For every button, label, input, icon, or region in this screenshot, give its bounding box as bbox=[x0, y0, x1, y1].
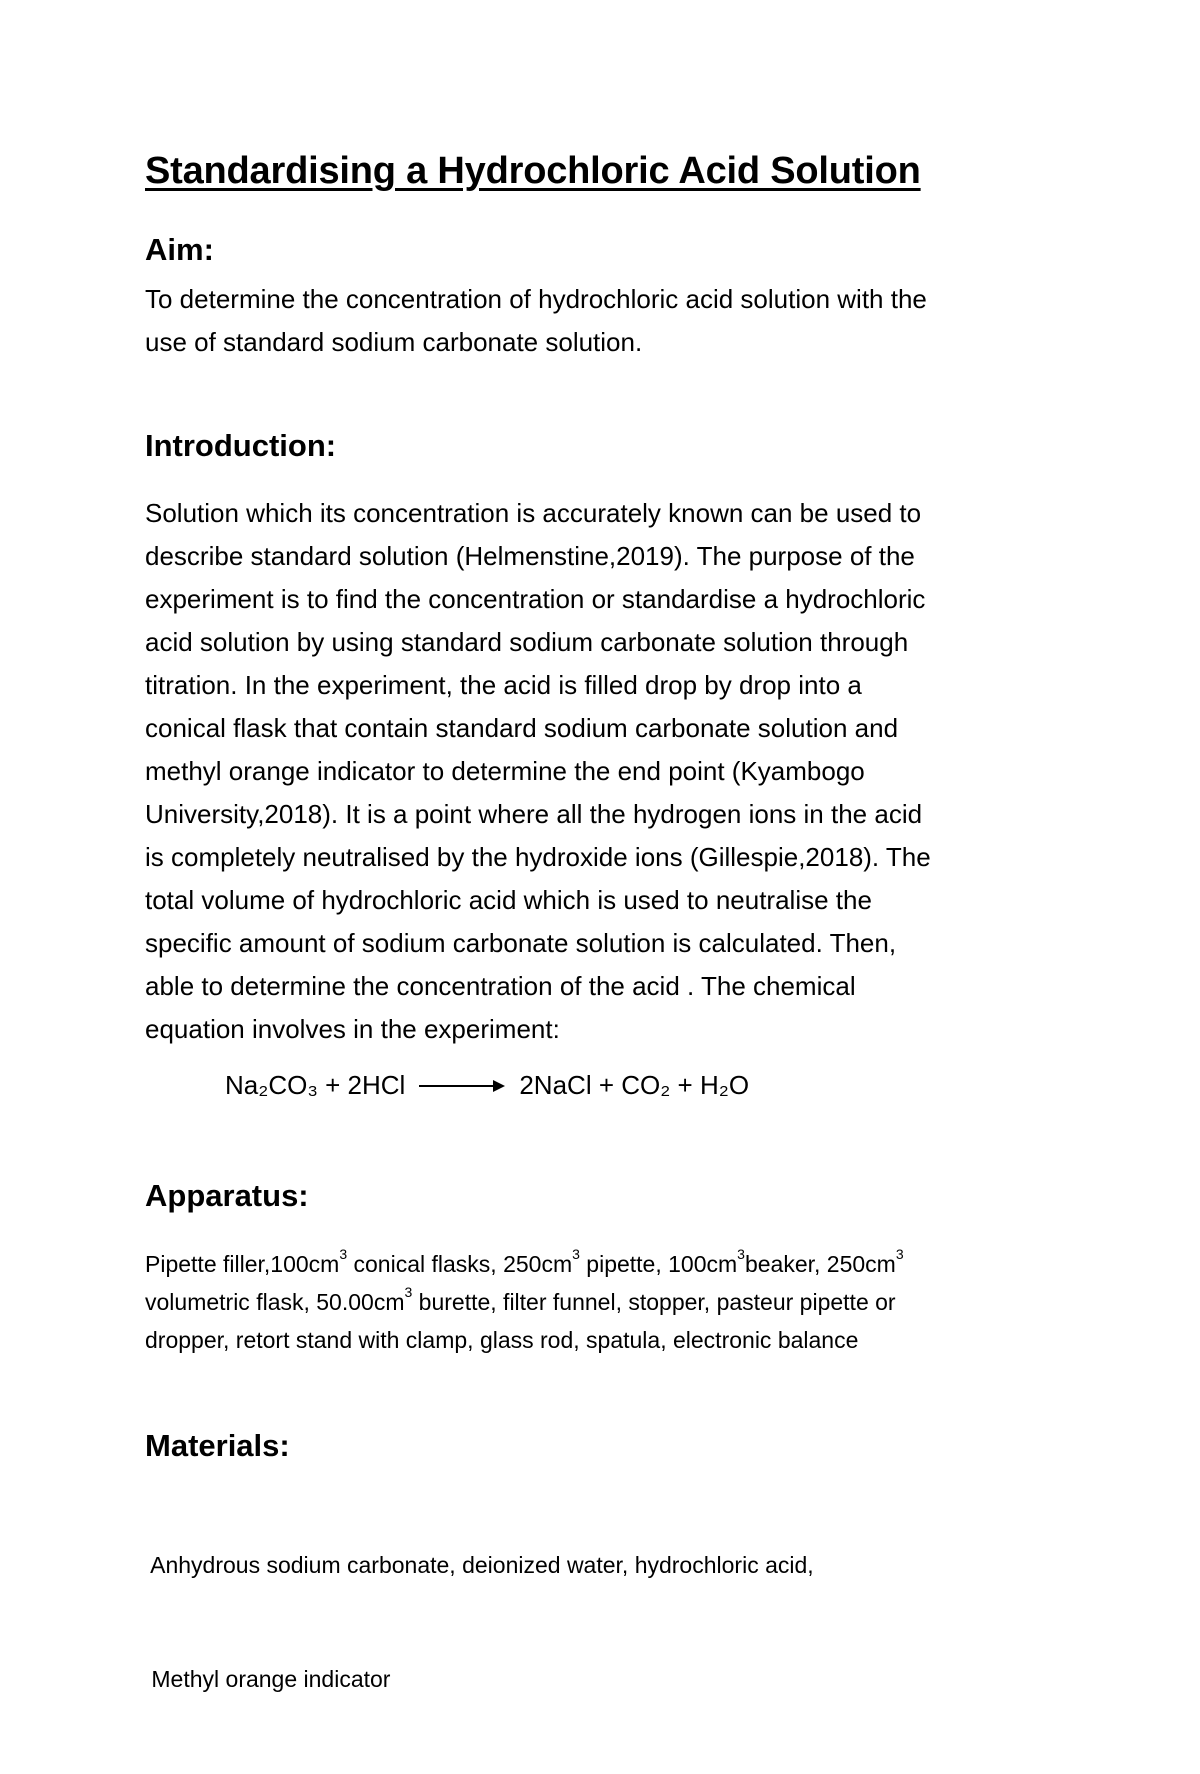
reaction-arrow-icon bbox=[417, 1078, 507, 1094]
materials-list bbox=[145, 1470, 814, 1774]
introduction-line: experiment is to find the concentration or standardise a hydrochloric bbox=[145, 584, 926, 614]
equation-products: 2NaCl + CO₂ + H₂O bbox=[519, 1070, 750, 1100]
introduction-line: total volume of hydrochloric acid which is used to neutralise the bbox=[145, 885, 872, 915]
introduction-line: acid solution by using standard sodium carbonate solution through bbox=[145, 627, 909, 657]
page-title: Standardising a Hydrochloric Acid Solution bbox=[145, 150, 921, 192]
introduction-text bbox=[145, 492, 1075, 1051]
introduction-line: University,2018). It is a point where all the hydrogen ions in the acid bbox=[145, 799, 923, 829]
aim-line: To determine the concentration of hydrochloric acid solution with the bbox=[145, 284, 927, 314]
introduction-line: is completely neutralised by the hydroxide ions (Gillespie,2018). The bbox=[145, 842, 931, 872]
introduction-line: describe standard solution (Helmenstine,2019). The purpose of the bbox=[145, 541, 915, 571]
introduction-line: titration. In the experiment, the acid is filled drop by drop into a bbox=[145, 670, 862, 700]
introduction-line: specific amount of sodium carbonate solution is calculated. Then, bbox=[145, 928, 897, 958]
materials-heading: Materials: bbox=[145, 1428, 290, 1463]
aim-line: use of standard sodium carbonate solution. bbox=[145, 327, 643, 357]
apparatus-line: dropper, retort stand with clamp, glass rod, spatula, electronic balance bbox=[145, 1327, 859, 1353]
introduction-line: methyl orange indicator to determine the end point (Kyambogo bbox=[145, 756, 865, 786]
chemical-equation bbox=[225, 1070, 749, 1101]
materials-line: Anhydrous sodium carbonate, deionized water, hydrochloric acid, bbox=[145, 1552, 814, 1578]
materials-line: Methyl orange indicator bbox=[145, 1666, 391, 1692]
introduction-line: equation involves in the experiment: bbox=[145, 1014, 560, 1044]
apparatus-heading: Apparatus: bbox=[145, 1178, 309, 1213]
introduction-heading: Introduction: bbox=[145, 428, 337, 463]
introduction-line: able to determine the concentration of the acid . The chemical bbox=[145, 971, 856, 1001]
introduction-line: conical flask that contain standard sodium carbonate solution and bbox=[145, 713, 899, 743]
apparatus-list bbox=[145, 1245, 904, 1359]
aim-text bbox=[145, 278, 1075, 364]
equation-reactants: Na₂CO₃ + 2HCl bbox=[225, 1070, 406, 1100]
aim-heading: Aim: bbox=[145, 232, 214, 267]
introduction-line: Solution which its concentration is accurately known can be used to bbox=[145, 498, 922, 528]
apparatus-line: Pipette $filler,100cm^3$ conical flasks, $250cm^3$ pipette, $100cm^3beaker$, $250cm^3$ bbox=[145, 1246, 904, 1277]
apparatus-line: volumetric flask, $50.00cm^3$ burette, filter funnel, stopper, pasteur pipette or bbox=[145, 1284, 896, 1315]
